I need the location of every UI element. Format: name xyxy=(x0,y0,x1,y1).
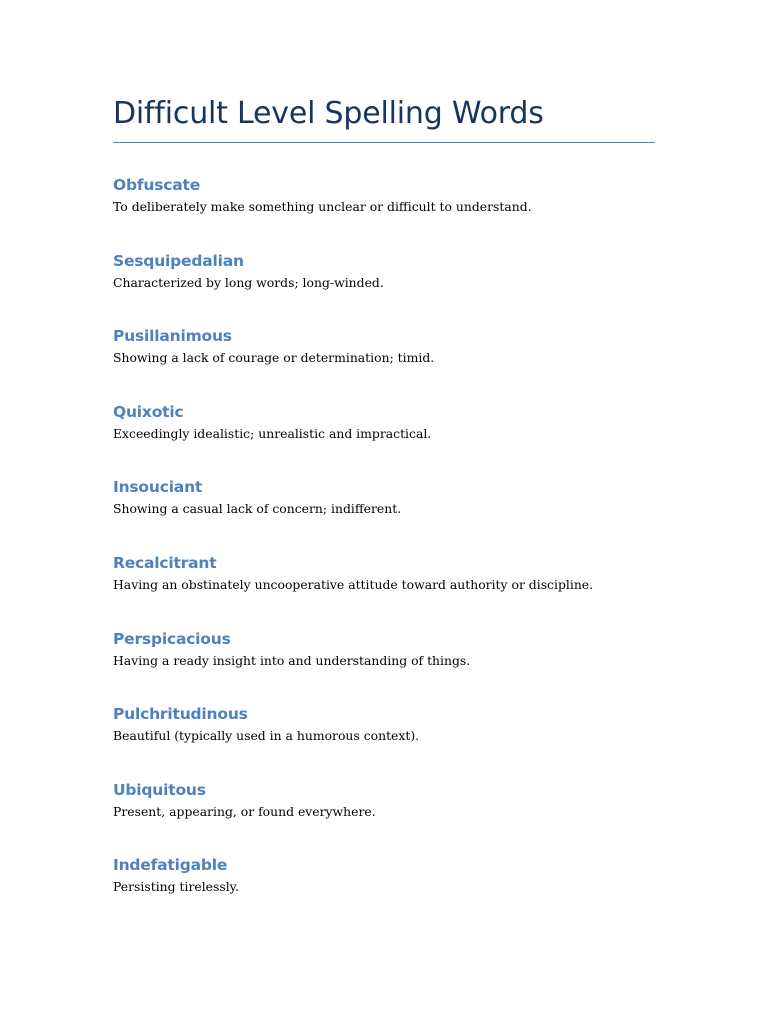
word-definition: Having an obstinately uncooperative attitude toward authority or discipline. xyxy=(113,576,594,592)
word-definition: To deliberately make something unclear or difficult to understand. xyxy=(113,199,532,214)
word-entry xyxy=(113,175,655,251)
word-heading: Quixotic xyxy=(113,402,184,421)
word-heading: Obfuscate xyxy=(113,176,201,194)
word-definition: Showing a lack of courage or determination; timid. xyxy=(113,350,435,366)
word-heading: Insouciant xyxy=(113,478,203,497)
word-definition: Exceedingly idealistic; unrealistic and impractical. xyxy=(113,425,432,441)
word-heading: Pulchritudinous xyxy=(113,705,248,724)
word-entry xyxy=(113,780,655,856)
word-heading: Ubiquitous xyxy=(113,780,206,799)
word-list xyxy=(113,175,655,931)
document-title: Difficult Level Spelling Words xyxy=(113,96,544,131)
word-heading: Pusillanimous xyxy=(113,327,232,346)
word-heading: Sesquipedalian xyxy=(113,251,244,270)
word-definition: Beautiful (typically used in a humorous context). xyxy=(113,728,420,744)
word-definition: Showing a casual lack of concern; indifferent. xyxy=(113,501,402,517)
word-entry xyxy=(113,326,655,402)
word-entry xyxy=(113,855,655,931)
document-page xyxy=(113,94,655,931)
word-definition: Present, appearing, or found everywhere. xyxy=(113,803,376,819)
word-entry xyxy=(113,251,655,327)
word-entry xyxy=(113,704,655,780)
word-entry xyxy=(113,629,655,705)
word-entry xyxy=(113,477,655,553)
word-entry xyxy=(113,402,655,478)
word-entry xyxy=(113,553,655,629)
word-heading: Recalcitrant xyxy=(113,553,217,572)
word-definition: Having a ready insight into and understanding of things. xyxy=(113,652,471,668)
word-heading: Perspicacious xyxy=(113,629,231,648)
word-definition: Persisting tirelessly. xyxy=(113,879,239,895)
word-heading: Indefatigable xyxy=(113,856,228,875)
title-underline xyxy=(113,142,655,143)
word-definition: Characterized by long words; long-winded. xyxy=(113,274,384,290)
